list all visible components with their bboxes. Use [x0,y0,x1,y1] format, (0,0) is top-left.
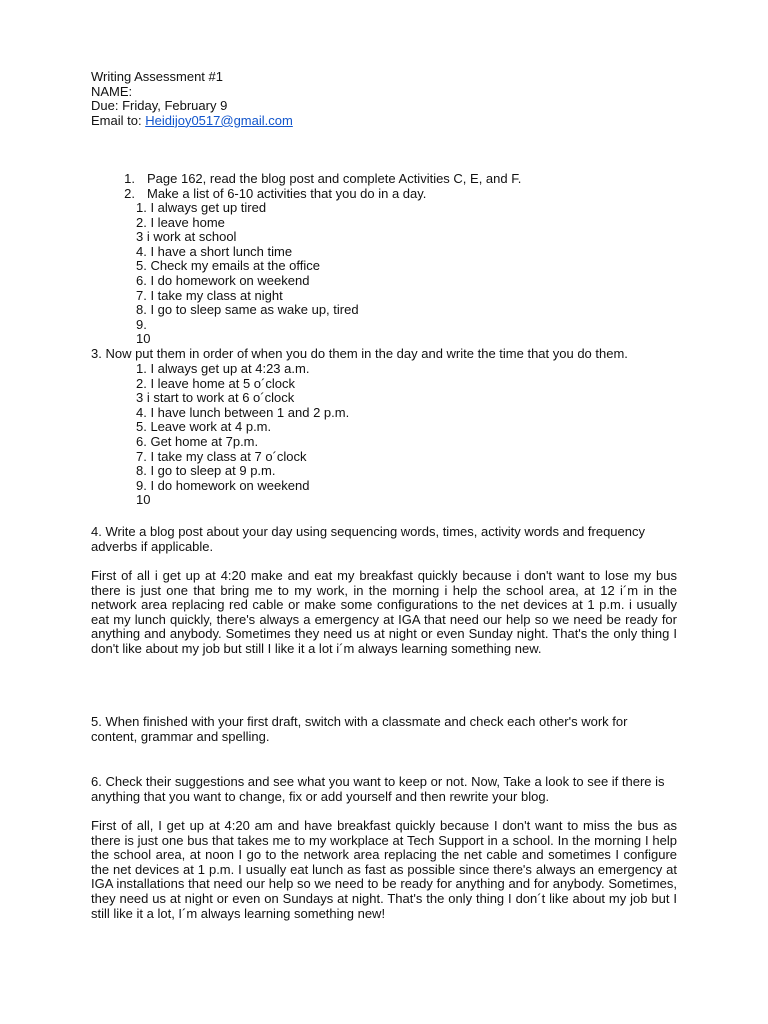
ordered-item: 2. I leave home at 5 o´clock [136,375,295,391]
task-number: 1. [124,171,135,186]
ordered-item: 8. I go to sleep at 9 p.m. [136,463,276,479]
ordered-item: 9. I do homework on weekend [136,477,310,493]
ordered-item: 6. Get home at 7p.m. [136,433,259,449]
task-number: 2. [124,185,135,201]
email-link[interactable]: Heidijoy0517@gmail.com [145,112,293,128]
activity-item: 2. I leave home [136,214,225,230]
task-text: Make a list of 6-10 activities that you do in a day. [147,185,427,201]
activity-item: 1. I always get up tired [136,200,267,215]
activity-item: 7. I take my class at night [136,287,283,303]
task-list [112,172,672,201]
blog-first-draft: First of all i get up at 4:20 make and eat my breakfast quickly because i don't want to lose my bus there is just one that bring me to my work, in the morning i help the school area, at 12 i´m in the network area replacing red cable or make some configurations to the net devices at 1 p.m. i usually eat my lunch quickly, there's always a emergency at IGA that need our help so we need be ready for anything and anybody. Sometimes they need us at night or even Sunday night. That's the only thing I don't like about my job but still I like it a lot i´m always learning something new. [91,568,677,656]
task-text: Page 162, read the blog post and complete Activities C, E, and F. [147,171,522,186]
ordered-item: 5. Leave work at 4 p.m. [136,419,272,435]
ordered-item: 4. I have lunch between 1 and 2 p.m. [136,404,350,420]
task-item [112,187,672,202]
ordered-activities-list [136,362,636,508]
task-item [112,172,672,187]
activity-item: 10 [136,331,151,347]
activity-item: 4. I have a short lunch time [136,243,293,259]
activity-item: 9. [136,316,147,332]
blog-rewrite: First of all, I get up at 4:20 am and have breakfast quickly because I don't want to miss the bus as there is just one bus that takes me to my workplace at Tech Support in a school. In the morning I help the school area, at noon I go to the network area replacing the net cable and sometimes I configure the net devices at 1 p.m. I usually eat lunch as fast as possible since there's always an emergency at IGA installations that need our help so we need to be ready for anything and for anybody. Sometimes, they need us at night or even on Sundays at night. That's the only thing I don´t like about my job but I still like it a lot, I´m always learning something new! [91,818,677,921]
ordered-item: 3 i start to work at 6 o´clock [136,390,295,406]
activities-list [136,201,636,347]
question-4: 4. Write a blog post about your day using sequencing words, times, activity words and frequency adverbs if applicable. [91,524,645,554]
ordered-item: 7. I take my class at 7 o´clock [136,448,307,464]
assignment-header [91,70,691,128]
activity-item: 5. Check my emails at the office [136,258,321,274]
assessment-title: Writing Assessment #1 [91,69,223,84]
name-label: NAME: [91,83,133,99]
ordered-item: 1. I always get up at 4:23 a.m. [136,361,310,376]
email-line [91,114,691,129]
ordered-item: 10 [136,492,151,508]
due-date: Due: Friday, February 9 [91,98,228,114]
activity-item: 8. I go to sleep same as wake up, tired [136,302,359,318]
email-label: Email to: [91,112,142,128]
question-6: 6. Check their suggestions and see what you want to keep or not. Now, Take a look to see if there is anything that you want to change, fix or add yourself and then rewrite your blog. [91,774,665,804]
activity-item: 6. I do homework on weekend [136,272,310,288]
question-3: 3. Now put them in order of when you do them in the day and write the time that you do them. [91,346,628,361]
activity-item: 3 i work at school [136,229,237,245]
question-5: 5. When finished with your first draft, switch with a classmate and check each other's work for content, grammar and spelling. [91,714,628,744]
